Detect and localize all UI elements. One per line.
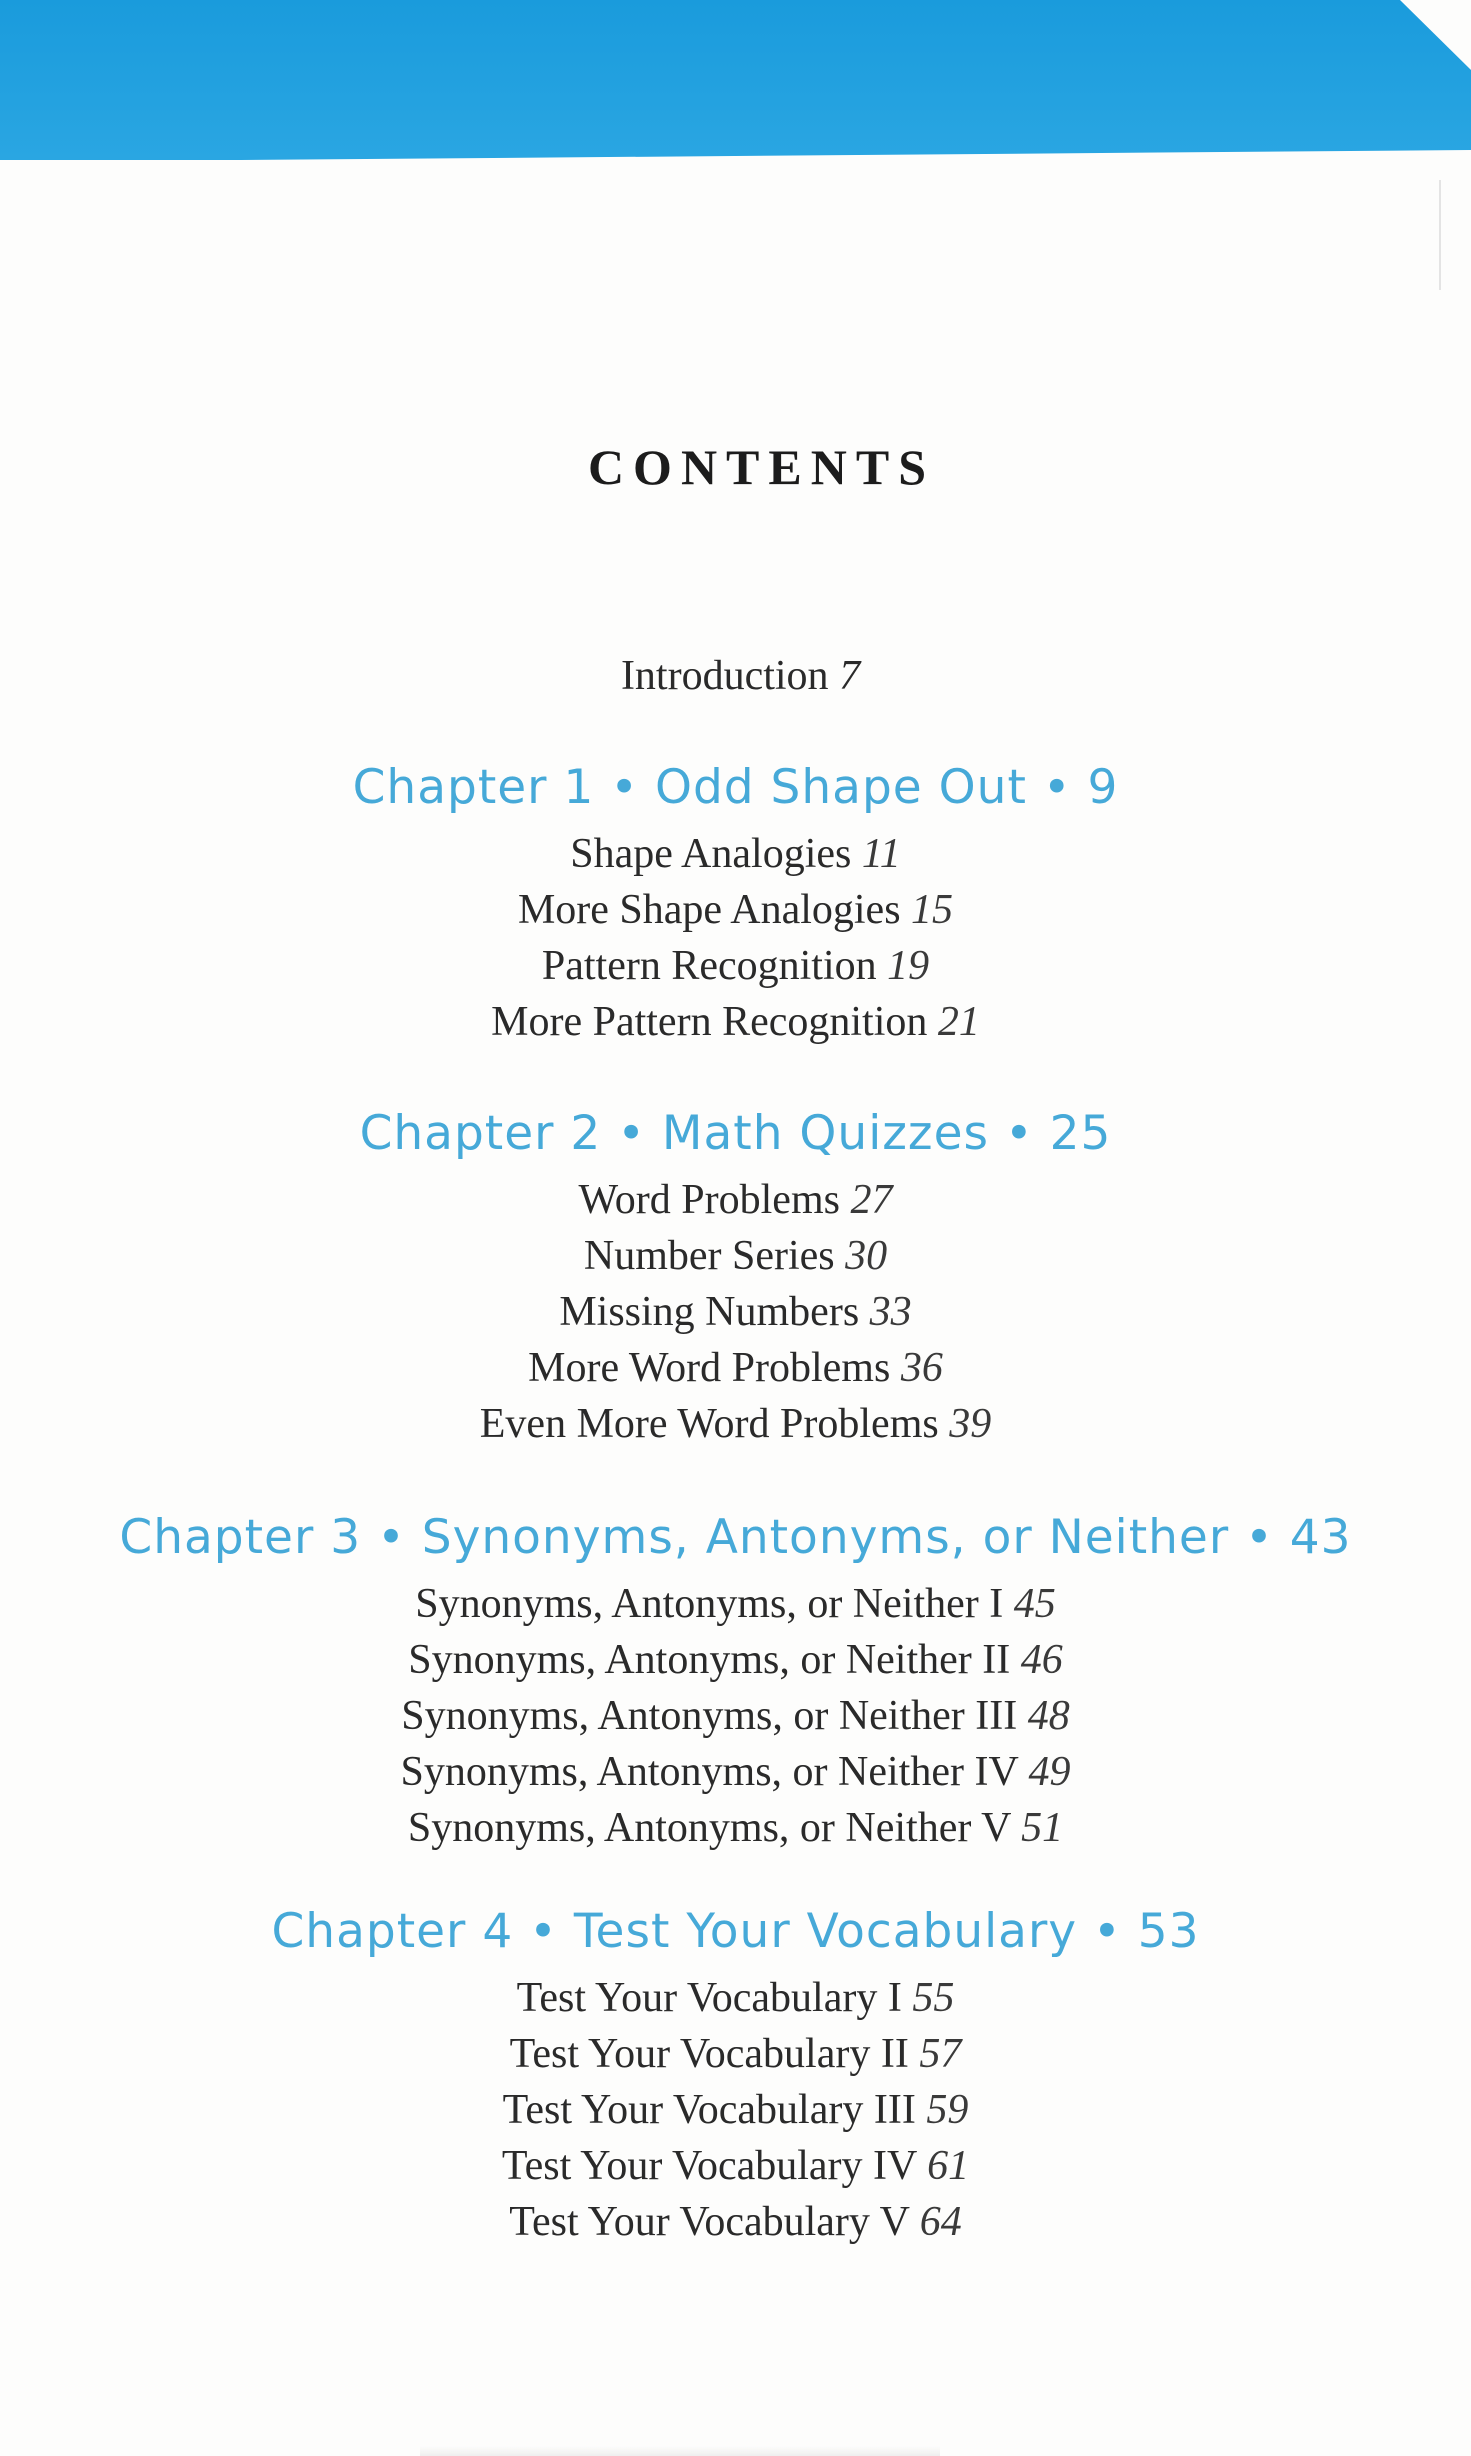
toc-introduction-label: Introduction <box>620 653 829 699</box>
toc-entry[interactable] <box>0 938 1471 994</box>
toc-entry[interactable] <box>0 1970 1471 2026</box>
toc-entry[interactable] <box>0 2194 1471 2250</box>
chapter-3-heading[interactable]: Chapter 3 • Synonyms, Antonyms, or Neither • 43 <box>119 1510 1352 1565</box>
toc-entry-label: Word Problems <box>578 1177 840 1223</box>
toc-entry-page: 55 <box>912 1975 955 2021</box>
toc-entry[interactable] <box>0 994 1471 1050</box>
toc-entry[interactable] <box>0 1228 1471 1284</box>
toc-entry-label: Test Your Vocabulary II <box>509 2031 909 2077</box>
toc-entry[interactable] <box>0 1340 1471 1396</box>
toc-entry-label: Number Series <box>583 1233 835 1279</box>
toc-entry[interactable] <box>0 2082 1471 2138</box>
toc-introduction[interactable] <box>0 652 1471 700</box>
toc-entry[interactable] <box>0 2026 1471 2082</box>
toc-entry-label: Shape Analogies <box>570 831 852 877</box>
toc-entry-page: 30 <box>845 1233 888 1279</box>
chapter-2-heading[interactable]: Chapter 2 • Math Quizzes • 25 <box>359 1106 1112 1161</box>
toc-entry[interactable] <box>0 1744 1471 1800</box>
toc-entry-label: Test Your Vocabulary V <box>509 2199 910 2245</box>
toc-entry-label: Missing Numbers <box>559 1289 860 1335</box>
toc-entry-label: Synonyms, Antonyms, or Neither II <box>408 1637 1011 1683</box>
toc-entry[interactable] <box>0 826 1471 882</box>
toc-entry-page: 51 <box>1021 1805 1064 1851</box>
toc-introduction-page: 7 <box>839 653 861 699</box>
chapter-1-heading[interactable]: Chapter 1 • Odd Shape Out • 9 <box>352 760 1119 815</box>
chapter-2 <box>0 1104 1471 1452</box>
toc-entry-label: Pattern Recognition <box>541 943 877 989</box>
toc-entry-page: 33 <box>869 1289 912 1335</box>
toc-entry[interactable] <box>0 1576 1471 1632</box>
page-title: CONTENTS <box>587 439 936 495</box>
top-color-band <box>0 0 1471 160</box>
toc-entry-page: 64 <box>919 2199 962 2245</box>
toc-entry[interactable] <box>0 1688 1471 1744</box>
toc-entry-page: 57 <box>919 2031 962 2077</box>
page-edge-line <box>1439 180 1441 290</box>
toc-entry[interactable] <box>0 1284 1471 1340</box>
toc-entry-page: 19 <box>887 943 930 989</box>
chapter-4 <box>0 1902 1471 2250</box>
toc-entry-label: Test Your Vocabulary IV <box>501 2143 917 2189</box>
toc-entry[interactable] <box>0 1800 1471 1856</box>
toc-entry-label: Synonyms, Antonyms, or Neither III <box>401 1693 1018 1739</box>
toc-entry-label: Test Your Vocabulary III <box>502 2087 916 2133</box>
toc-entry-page: 15 <box>911 887 954 933</box>
toc-entry-page: 48 <box>1027 1693 1070 1739</box>
toc-entry-page: 36 <box>900 1345 943 1391</box>
toc-entry-label: More Word Problems <box>528 1345 891 1391</box>
toc-entry[interactable] <box>0 882 1471 938</box>
toc-entry-page: 59 <box>926 2087 969 2133</box>
toc-entry-page: 27 <box>850 1177 893 1223</box>
toc-entry-label: Synonyms, Antonyms, or Neither I <box>415 1581 1004 1627</box>
toc-entry-label: Synonyms, Antonyms, or Neither V <box>407 1805 1011 1851</box>
toc-entry[interactable] <box>0 1632 1471 1688</box>
toc-entry-page: 21 <box>937 999 980 1045</box>
toc-entry-page: 49 <box>1028 1749 1071 1795</box>
toc-entry-label: More Pattern Recognition <box>491 999 928 1045</box>
toc-entry-label: Synonyms, Antonyms, or Neither IV <box>400 1749 1019 1795</box>
toc-entry[interactable] <box>0 2138 1471 2194</box>
toc-entry-label: Even More Word Problems <box>479 1401 939 1447</box>
toc-entry-page: 46 <box>1020 1637 1063 1683</box>
chapter-4-heading[interactable]: Chapter 4 • Test Your Vocabulary • 53 <box>271 1904 1200 1959</box>
page-bottom-shadow <box>420 2446 940 2456</box>
toc-entry[interactable] <box>0 1172 1471 1228</box>
chapter-3 <box>0 1508 1471 1856</box>
toc-entry[interactable] <box>0 1396 1471 1452</box>
toc-entry-label: Test Your Vocabulary I <box>516 1975 902 2021</box>
toc-entry-page: 39 <box>949 1401 992 1447</box>
toc-entry-page: 61 <box>927 2143 970 2189</box>
chapter-1 <box>0 758 1471 1050</box>
toc-entry-page: 45 <box>1013 1581 1056 1627</box>
toc-entry-label: More Shape Analogies <box>517 887 901 933</box>
toc-entry-page: 11 <box>861 831 901 877</box>
